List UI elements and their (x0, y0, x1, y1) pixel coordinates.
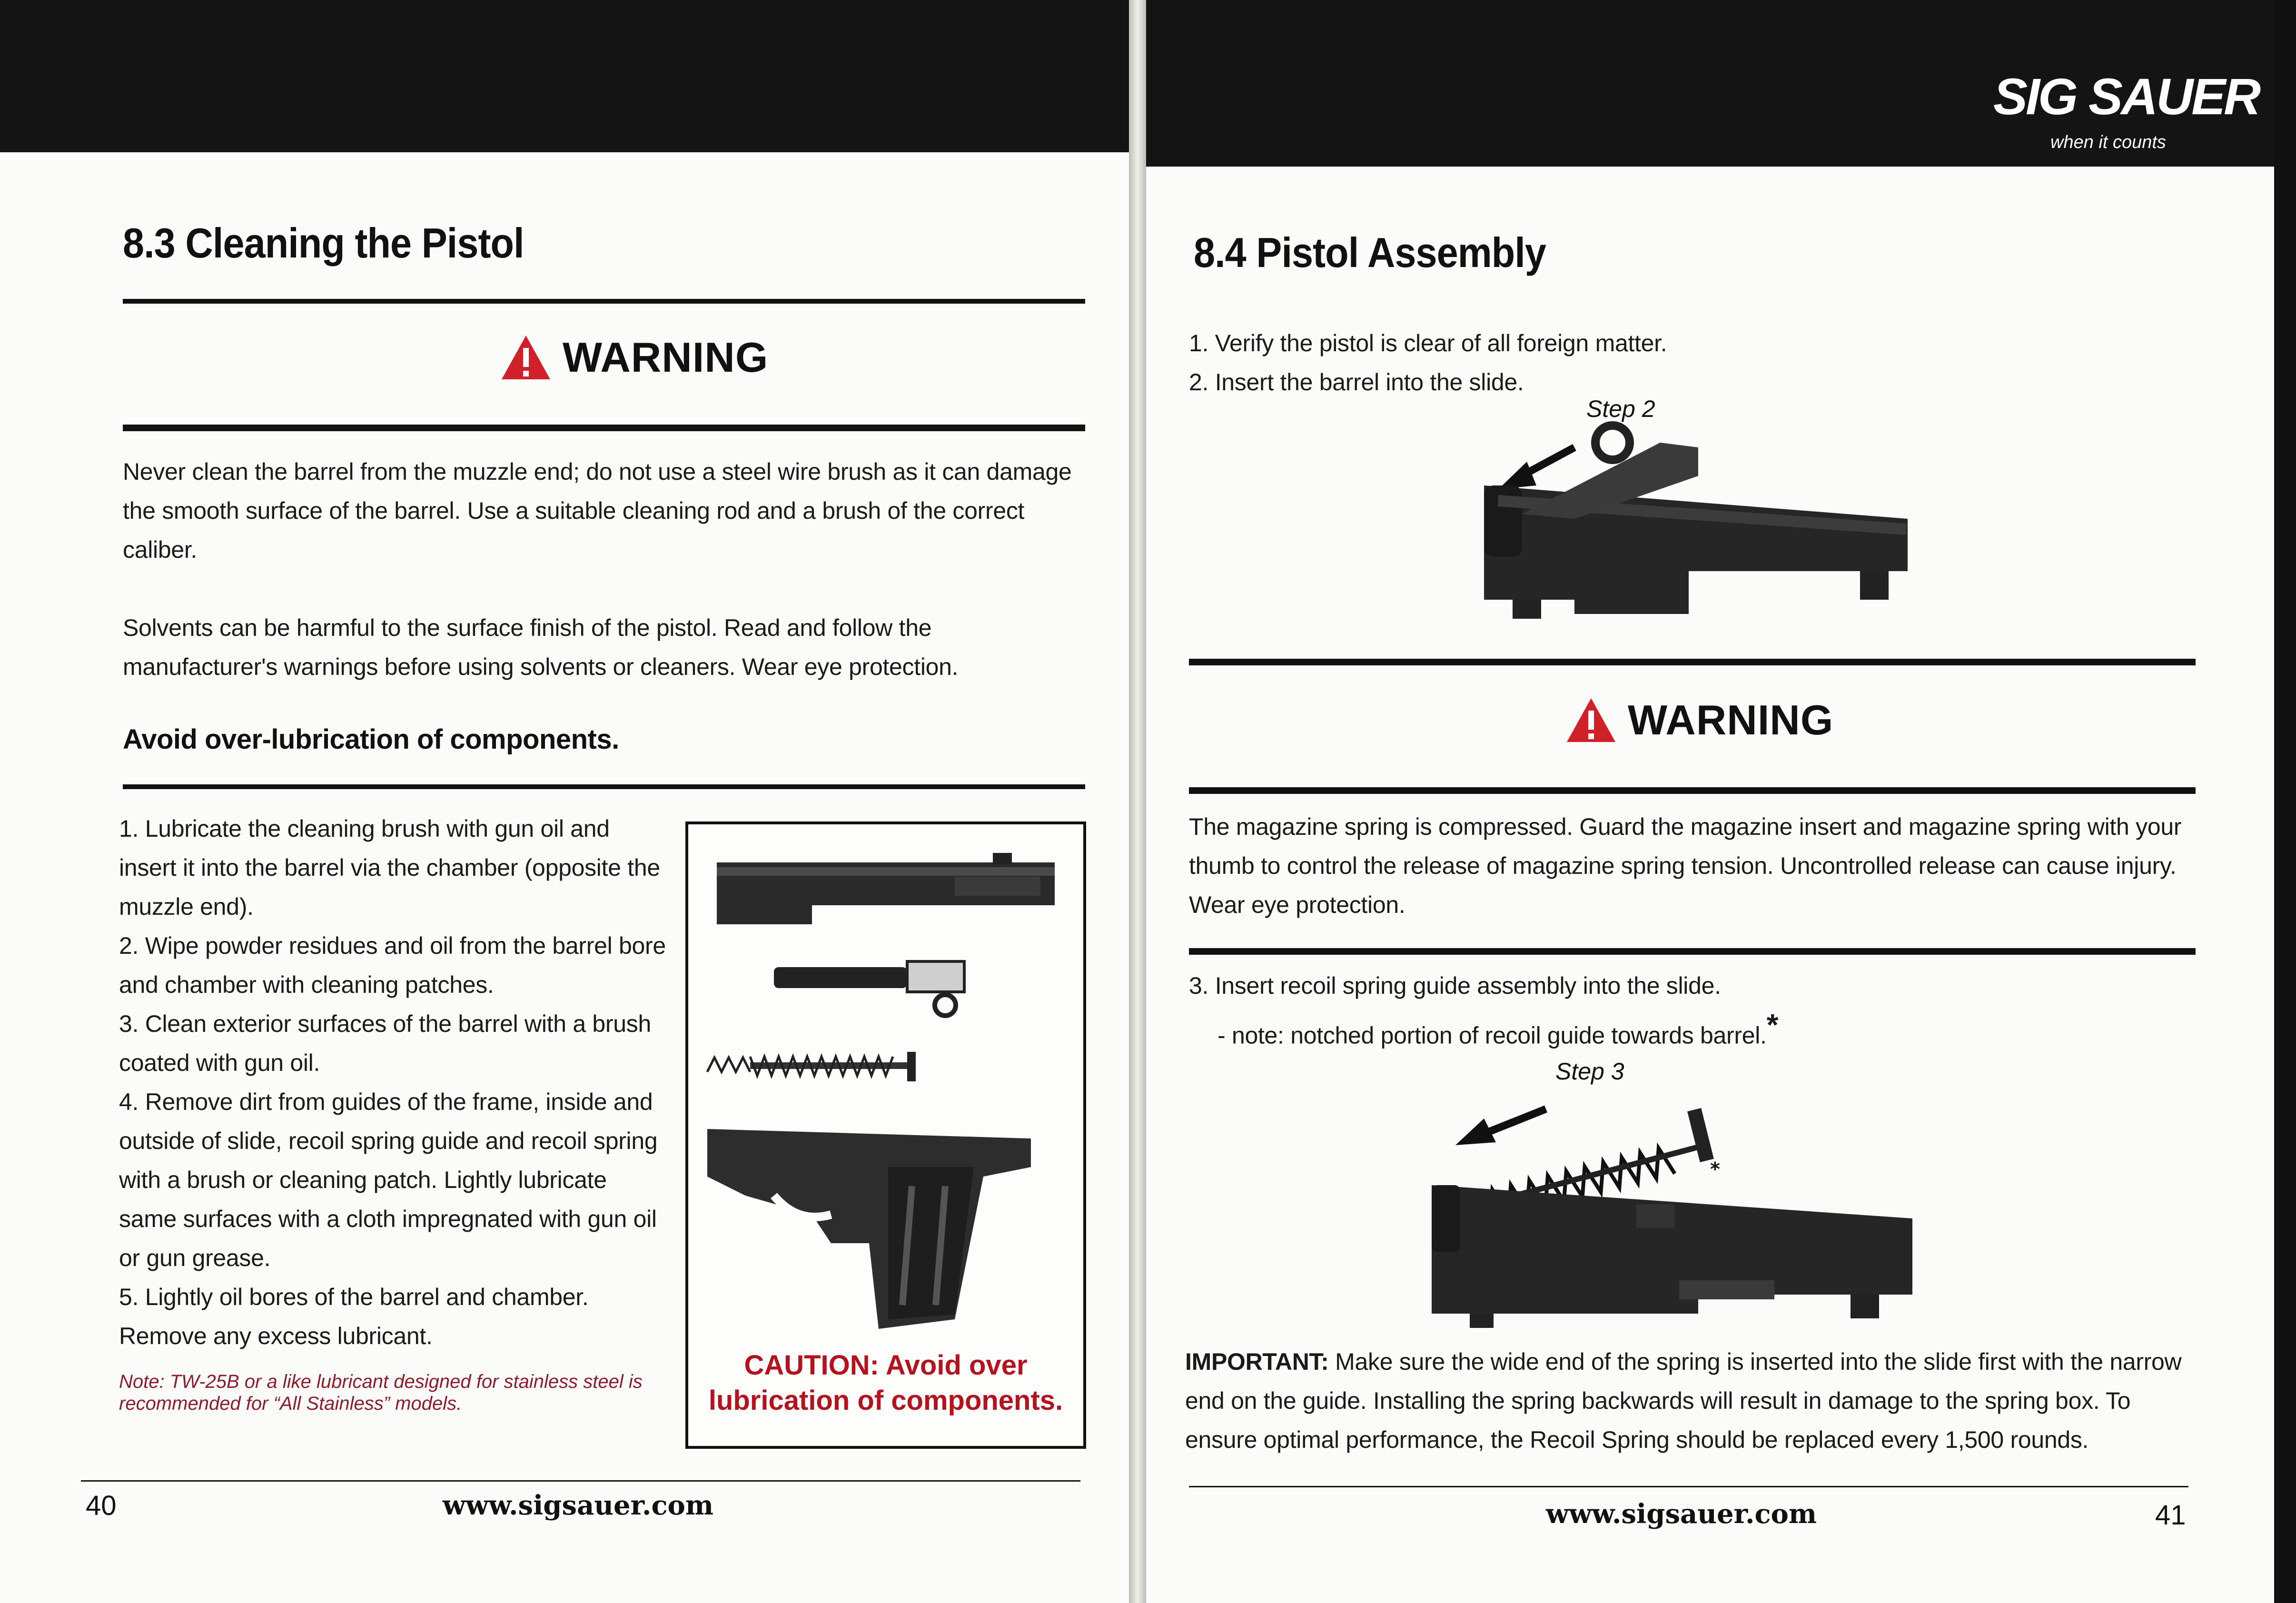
page-number: 40 (86, 1490, 117, 1521)
book-spine (1129, 0, 1146, 1603)
top-black-band (0, 0, 1129, 152)
website-url: www.sigsauer.com (443, 1490, 714, 1521)
barrel-image (774, 961, 964, 1016)
warning-paragraph: Never clean the barrel from the muzzle end; do not use a steel wire brush as it can damage the smooth surface of the barrel. Use a suitable cleaning rod and a brush of the correct caliber. (123, 458, 1072, 563)
warning-label: WARNING (1628, 696, 1834, 743)
warning-paragraph: Solvents can be harmful to the surface finish of the pistol. Read and follow the manufacturer's warnings before using solvents or cleaners. Wear eye protection. (123, 614, 959, 680)
divider (1189, 659, 2196, 665)
assembly-steps-top (1189, 324, 2141, 402)
step-2-label: Step 2 (1586, 396, 1655, 422)
warning-text: The magazine spring is compressed. Guard the magazine insert and magazine spring with your thumb to control the release of magazine spring tension. Uncontrolled release can cause injury. Wear eye protection. (1189, 813, 2182, 918)
step-3 (1189, 966, 2188, 1055)
important-note (1185, 1342, 2208, 1459)
right-page (1146, 0, 2274, 1603)
slide-image (717, 853, 1055, 924)
warning-label: WARNING (563, 334, 769, 381)
recoil-spring-image (707, 1052, 916, 1081)
section-title: 8.4 Pistol Assembly (1194, 229, 1546, 276)
left-page (0, 0, 1129, 1603)
disassembled-parts-image (688, 824, 1083, 1329)
page-number: 41 (2155, 1500, 2186, 1531)
list-item: 2. Wipe powder residues and oil from the barrel bore and chamber with cleaning patches. (119, 932, 666, 998)
lubricant-note: Note: TW-25B or a like lubricant designed for stainless steel is recommended for “All Stainless” models. (119, 1371, 643, 1414)
subheading: Avoid over-lubrication of components. (123, 724, 619, 755)
asterisk-mark: * (1710, 1158, 1720, 1180)
important-label: IMPORTANT: (1185, 1348, 1329, 1375)
step-3-text: 3. Insert recoil spring guide assembly into the slide. (1189, 972, 1721, 999)
list-item: 2. Insert the barrel into the slide. (1189, 369, 1524, 396)
step-2-image (1432, 409, 2003, 647)
section-title: 8.3 Cleaning the Pistol (123, 219, 524, 267)
caution-text: CAUTION: Avoid over lubrication of components. (708, 1350, 1063, 1416)
divider (123, 784, 1085, 789)
list-item: 4. Remove dirt from guides of the frame, inside and outside of slide, recoil spring guide and recoil spring with a brush or cleaning patch. Lightly lubricate same surfaces with a cloth impregnated with gun oil or gun grease. (119, 1088, 658, 1271)
divider (123, 299, 1085, 304)
brand-tagline: when it counts (2050, 132, 2166, 152)
important-text: Make sure the wide end of the spring is inserted into the slide first with the narrow end on the guide. Installing the spring backwards will result in damage to the spring box. To ensure optimal performance, the Recoil Spring should be replaced every 1,500 rounds. (1185, 1348, 2182, 1453)
step-3-image (1413, 1090, 1984, 1328)
step-3-note-text: - note: notched portion of recoil guide towards barrel. (1217, 1022, 1767, 1049)
warning-triangle-icon (500, 334, 552, 381)
divider (1189, 787, 2196, 794)
cleaning-steps (119, 809, 666, 1356)
step-3-label: Step 3 (1555, 1058, 1624, 1085)
list-item: 1. Lubricate the cleaning brush with gun oil and insert it into the barrel via the chamber (opposite the muzzle end). (119, 815, 660, 920)
list-item: 5. Lightly oil bores of the barrel and chamber. Remove any excess lubricant. (119, 1284, 589, 1349)
frame-image (707, 1129, 1031, 1329)
list-item: 3. Clean exterior surfaces of the barrel with a brush coated with gun oil. (119, 1010, 651, 1076)
divider (1189, 948, 2196, 955)
website-url: www.sigsauer.com (1546, 1498, 1817, 1530)
footer-rule (1189, 1486, 2188, 1487)
parts-photo-box (685, 821, 1086, 1449)
warning-text (123, 452, 1075, 686)
list-item: 1. Verify the pistol is clear of all foreign matter. (1189, 330, 1667, 356)
divider (123, 425, 1085, 431)
sig-sauer-logo: SIG SAUER (1993, 68, 2259, 125)
asterisk-mark: * (1766, 1008, 1779, 1042)
insertion-arrow-icon (1455, 1109, 1546, 1145)
warning-header (500, 333, 768, 382)
step-3-note (1189, 1005, 2188, 1055)
warning-header (1565, 696, 1833, 744)
footer-rule (81, 1480, 1080, 1482)
warning-triangle-icon (1565, 696, 1617, 744)
insertion-arrow-icon (1498, 447, 1574, 489)
